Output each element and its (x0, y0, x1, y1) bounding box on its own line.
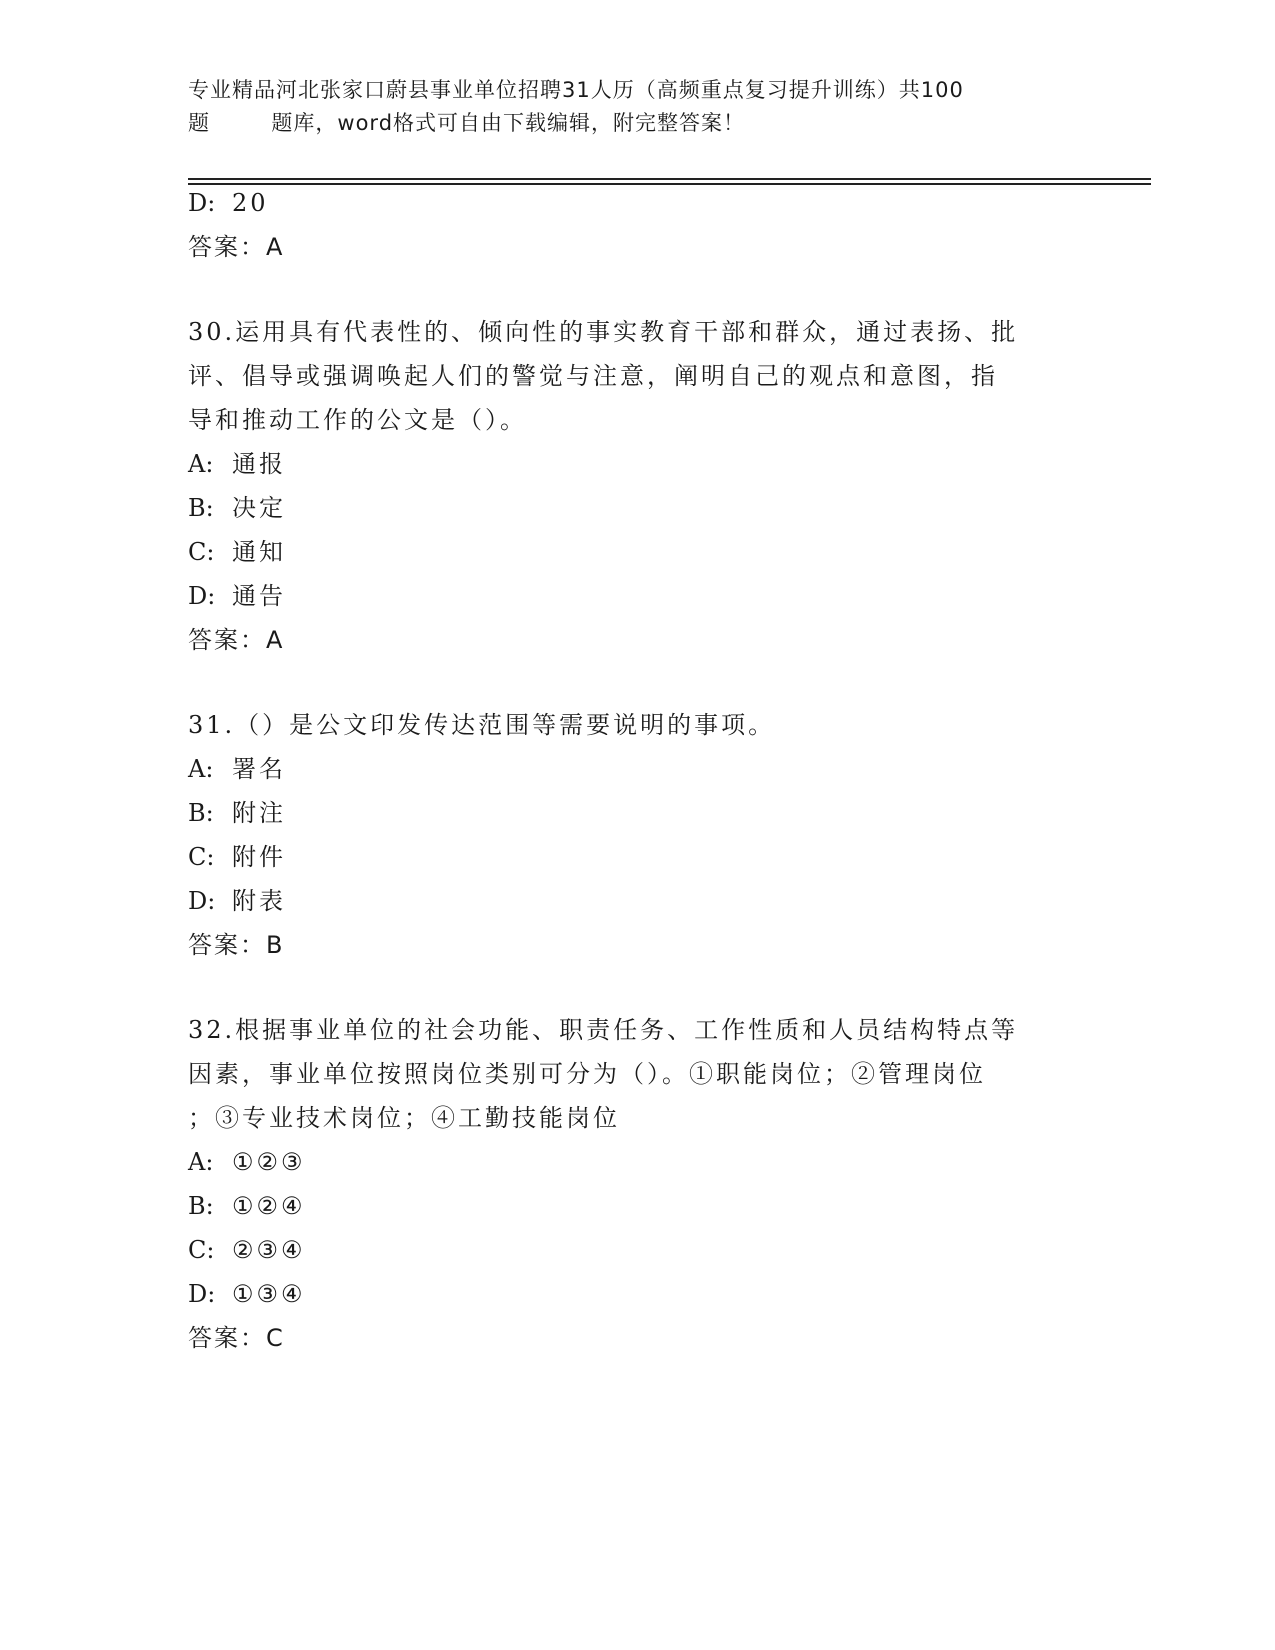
question-30-option-a (188, 447, 286, 481)
question-32-stem-line-1: 32.根据事业单位的社会功能、职责任务、工作性质和人员结构特点等 (188, 1016, 1019, 1044)
header-divider-top (188, 178, 1151, 180)
question-31-stem-line-1: 31.（）是公文印发传达范围等需要说明的事项。 (188, 711, 776, 739)
question-31-option-c (188, 840, 286, 874)
question-32-stem-line-2: 因素，事业单位按照岗位类别可分为（）。①职能岗位；②管理岗位 (188, 1060, 986, 1088)
option-label: A: (188, 1148, 214, 1176)
option-label: A: (188, 450, 214, 478)
option-label: B: (188, 799, 214, 827)
question-30-option-c (188, 535, 286, 569)
prev-question-option-d (188, 186, 269, 220)
option-label: B: (188, 1192, 214, 1220)
option-label: D: (188, 887, 216, 915)
document-header (188, 74, 1088, 140)
question-32-answer: 答案：C (188, 1324, 285, 1352)
question-32-option-a (188, 1145, 306, 1179)
option-label: D: (188, 1280, 216, 1308)
option-label: A: (188, 755, 214, 783)
option-label: C: (188, 538, 215, 566)
option-label: B: (188, 494, 214, 522)
question-31-option-a (188, 752, 286, 786)
option-text: 决定 (232, 494, 286, 522)
question-30-stem-line-3: 导和推动工作的公文是（）。 (188, 406, 527, 434)
option-text: ①③④ (232, 1280, 306, 1308)
option-label: D: (188, 189, 216, 217)
option-text: ①②④ (232, 1192, 306, 1220)
option-text: 附注 (232, 799, 286, 827)
question-32-option-d (188, 1277, 306, 1311)
header-title-line-2: 题 题库，word格式可自由下载编辑，附完整答案！ (188, 111, 746, 135)
prev-question-answer: 答案：A (188, 233, 285, 261)
option-text: 20 (232, 189, 269, 217)
header-divider-bottom (188, 183, 1151, 185)
question-30-option-d (188, 579, 286, 613)
question-32-option-c (188, 1233, 306, 1267)
option-text: 附件 (232, 843, 286, 871)
question-30-stem-line-1: 30.运用具有代表性的、倾向性的事实教育干部和群众，通过表扬、批 (188, 318, 1019, 346)
header-title-line-1: 专业精品河北张家口蔚县事业单位招聘31人历（高频重点复习提升训练）共100 (188, 78, 964, 102)
question-31-answer: 答案：B (188, 931, 285, 959)
question-30-answer: 答案：A (188, 626, 285, 654)
question-30-option-b (188, 491, 286, 525)
option-label: C: (188, 843, 215, 871)
option-text: 通告 (232, 582, 286, 610)
option-text: 通知 (232, 538, 286, 566)
option-text: ②③④ (232, 1236, 306, 1264)
question-32-stem-line-3: ；③专业技术岗位；④工勤技能岗位 (188, 1104, 620, 1132)
question-32-option-b (188, 1189, 306, 1223)
option-text: 通报 (232, 450, 286, 478)
question-30-stem-line-2: 评、倡导或强调唤起人们的警觉与注意，阐明自己的观点和意图，指 (188, 362, 998, 390)
option-label: C: (188, 1236, 215, 1264)
option-text: 附表 (232, 887, 286, 915)
question-31-option-b (188, 796, 286, 830)
question-31-option-d (188, 884, 286, 918)
option-label: D: (188, 582, 216, 610)
option-text: ①②③ (232, 1148, 306, 1176)
option-text: 署名 (232, 755, 286, 783)
